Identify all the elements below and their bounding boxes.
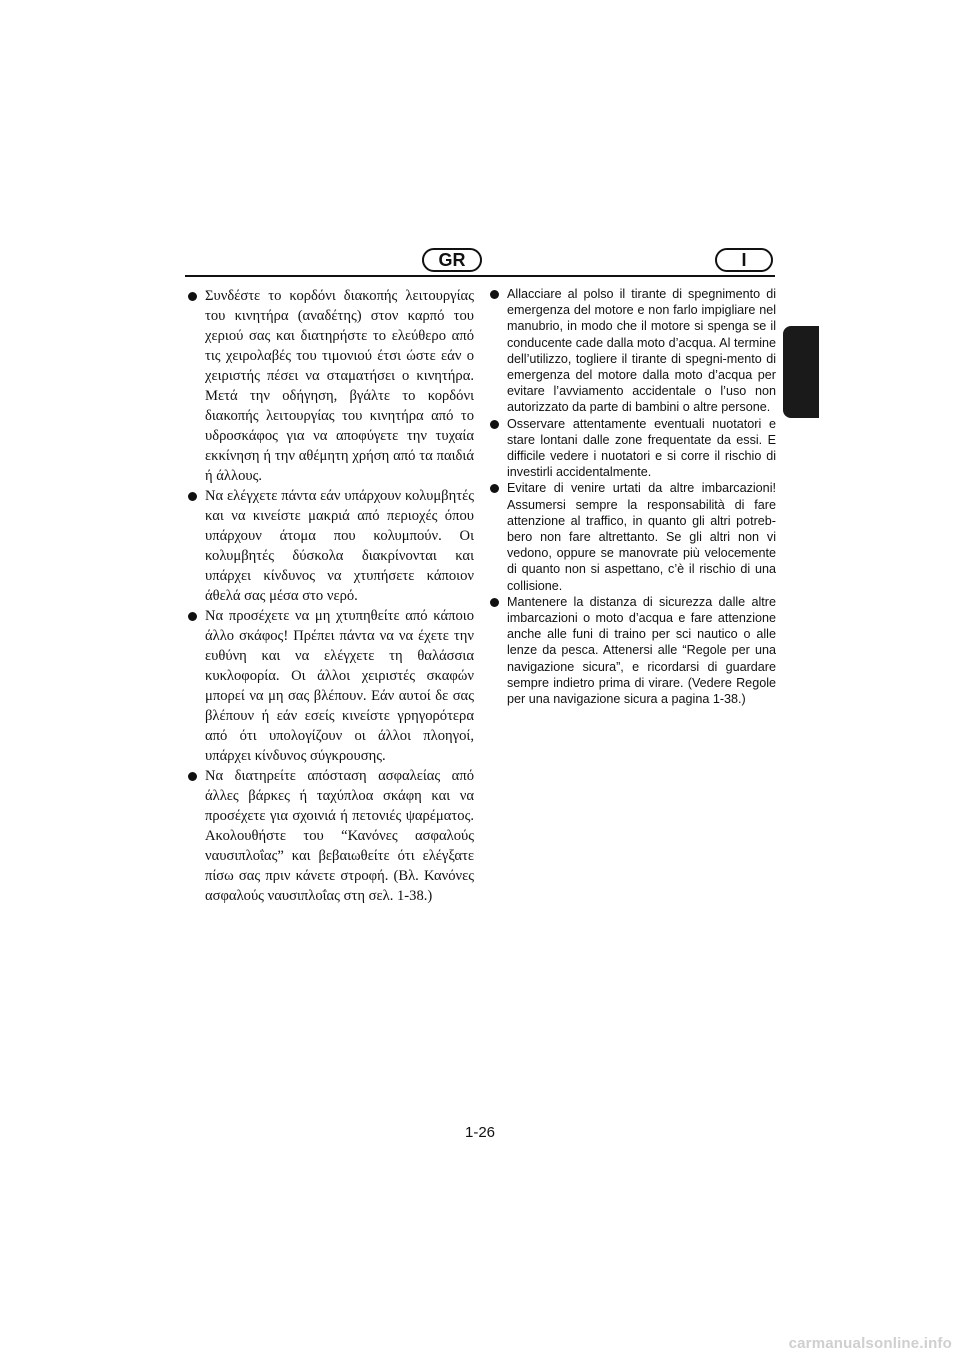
bullet-icon [188, 492, 197, 501]
bullet-icon [188, 612, 197, 621]
list-item [188, 606, 474, 766]
italian-column [490, 286, 776, 707]
list-item-text: Συνδέστε το κορδόνι διακοπής λειτουργίας του κινητήρα (αναδέτης) στον καρπό του χεριού σας και διατηρήστε το ελεύθερο από τις χειρολαβές του τιμονιού έτσι ώστε εάν ο χειριστής πέσει να σταματήσει ο κινητήρα. Μετά την οδήγηση, βγάλτε το κορδόνι διακοπής λειτουργίας του κινητήρα από το υδροσκάφος για να αποφύγετε την τυχαία εκκίνηση ή την αθέμητη χρήση από τα παιδιά ή άλλους. [205, 288, 474, 484]
list-item-text: Να προσέχετε να μη χτυπηθείτε από κάποιο άλλο σκάφος! Πρέπει πάντα να να έχετε την ευθύνη και να ελέγχετε τη θαλάσσια κυκλοφορία. Οι άλλοι χειριστές σκαφών μπορεί να μη σας βλέπουν. Εάν αυτοί δε σας βλέπουν ή εάν εσείς κινείστε γρηγορότερα από ότι υπολογίζουν οι άλλοι πλοηγοί, υπάρχει κίνδυνος σύγκρουσης. [205, 608, 474, 764]
bullet-icon [490, 420, 499, 429]
list-item-text: Να ελέγχετε πάντα εάν υπάρχουν κολυμβητές και να κινείστε μακριά από περιοχές όπου υπάρχουν άτομα που κολυμπούν. Οι κολυμβητές δύσκολα διακρίνονται και υπάρχει κίνδυνος να χτυπήσετε κάποιον άθελά σας μέσα στο νερό. [205, 488, 474, 604]
bullet-icon [490, 290, 499, 299]
greek-column [188, 286, 474, 906]
greek-bullet-list [188, 286, 474, 906]
watermark: carmanualsonline.info [788, 1335, 952, 1352]
italian-bullet-list [490, 286, 776, 707]
list-item [490, 480, 776, 593]
list-item-text: Osservare attentamente eventuali nuotatori e stare lontani dalle zone frequentate da essi. E difficile vedere i nuotatori e si corre il rischio di investirli accidentalmente. [507, 416, 776, 480]
header-rule [185, 275, 775, 277]
language-badge-i [715, 248, 773, 272]
bullet-icon [490, 598, 499, 607]
list-item [490, 594, 776, 707]
list-item [490, 286, 776, 416]
list-item [188, 766, 474, 906]
language-badge-gr-label: GR [438, 249, 466, 270]
list-item-text: Allacciare al polso il tirante di spegnimento di emergenza del motore e non farlo impigliare nel manubrio, in modo che il motore si spenga se il conducente cade dalla moto d’acqua. Al termine dell’utilizzo, togliere il tirante di spegni-mento di emergenza del motore dalla moto d’acqua per evitare l’avviamento accidentale o l’uso non autorizzato da parte di bambini o altre persone. [507, 287, 776, 415]
chapter-thumb-tab [783, 326, 819, 418]
language-badge-gr [422, 248, 482, 272]
bullet-icon [490, 484, 499, 493]
list-item [188, 486, 474, 606]
bullet-icon [188, 292, 197, 301]
list-item-text: Να διατηρείτε απόσταση ασφαλείας από άλλες βάρκες ή ταχύπλοα σκάφη και να προσέχετε για σχοινιά ή πετονιές ψαρέματος. Ακολουθήστε του “Κανόνες ασφαλούς ναυσιπλοΐας” και βεβαιωθείτε ότι ελέγξατε πίσω σας πριν κάνετε στροφή. (Βλ. Κανόνες ασφαλούς ναυσιπλοΐας στη σελ. 1-38.) [205, 768, 474, 904]
page-number: 1-26 [464, 1124, 496, 1141]
language-badge-i-label: I [741, 249, 747, 270]
list-item [188, 286, 474, 486]
list-item-text: Mantenere la distanza di sicurezza dalle altre imbarcazioni o moto d’acqua e fare attenzione anche alle funi di traino per sci nautico o alle lenze da pesca. Attenersi alle “Regole per una navigazione sicura”, e ricordarsi di guardare sempre indietro prima di virare. (Vedere Regole per una navigazione sicura a pagina 1-38.) [507, 594, 776, 707]
bullet-icon [188, 772, 197, 781]
list-item [490, 416, 776, 481]
list-item-text: Evitare di venire urtati da altre imbarcazioni! Assumersi sempre la responsabilità di fare attenzione al traffico, in quanto gli altri potreb-bero non fare altrettanto. Se gli altri non vi vedono, oppure se manovrate più velocemente di quanto non si aspettano, c’è il rischio di una collisione. [507, 481, 776, 593]
